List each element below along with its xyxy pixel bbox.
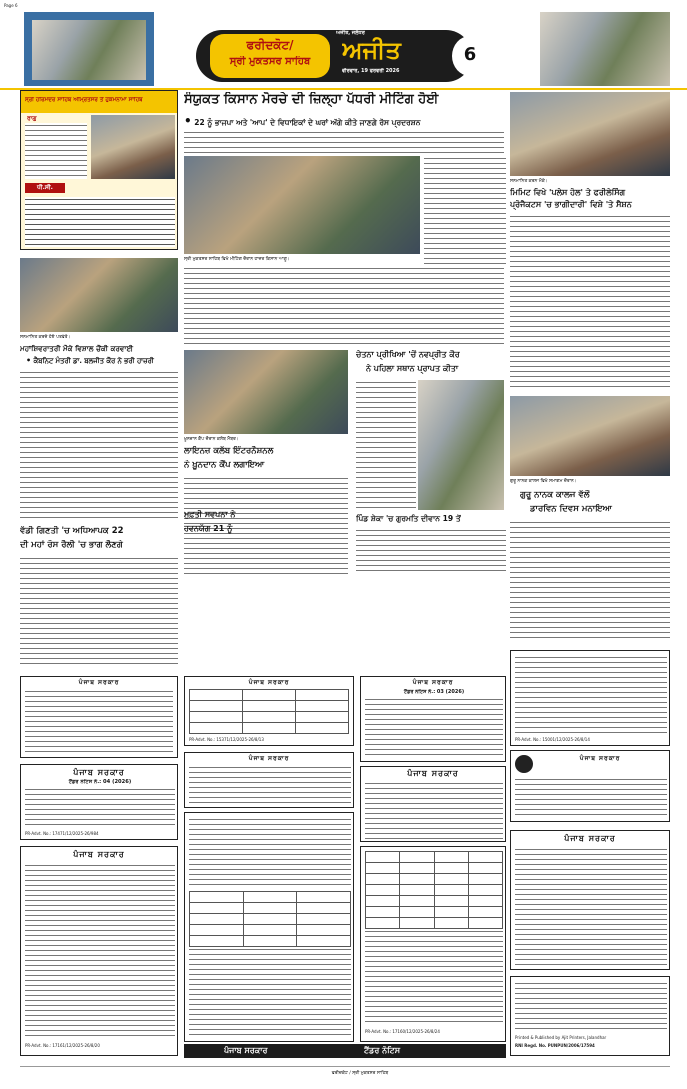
ad-6-text <box>189 765 351 805</box>
left-photo-caption: ਸਨਮਾਨਿਤ ਕਰਦੇ ਹੋਏ ਪਤਵੰਤੇ। <box>20 335 71 340</box>
ad-8-text <box>515 777 667 817</box>
college-photo <box>510 396 670 476</box>
ad-box-6 <box>184 752 354 808</box>
golden-temple-photo <box>91 115 175 179</box>
main-photo <box>184 156 420 254</box>
ad-box-12 <box>510 830 670 970</box>
header-left-photo <box>24 12 154 86</box>
right-top-photo <box>510 92 670 176</box>
masthead-small: ਅਜੀਤ, ਜਲੰਧਰ <box>336 30 365 36</box>
city-line-1: ਫਰੀਦਕੋਟ/ <box>246 38 294 52</box>
ad-8-title: ਪੰਜਾਬ ਸਰਕਾਰ <box>579 755 621 762</box>
hukamnama-body <box>25 197 175 247</box>
ad-7-title: ਪੰਜਾਬ ਸਰਕਾਰ <box>407 769 459 778</box>
ad-5-title: ਪੰਜਾਬ ਸਰਕਾਰ <box>73 768 125 777</box>
ad-4-pr: PR-Advt. No.: 15001/12/2025-26/8/14 <box>515 737 590 742</box>
main-col-text <box>424 156 506 264</box>
ad-2-title: ਪੰਜਾਬ ਸਰਕਾਰ <box>248 679 290 686</box>
right-story-text <box>510 214 670 390</box>
ad-box-1 <box>20 676 178 758</box>
tender-band-right: ਟੈਂਡਰ ਨੋਟਿਸ <box>364 1046 401 1055</box>
imprint-rni: RNI Regd. No. PUNPUN/2006/17594 <box>515 1043 595 1048</box>
footer-slug: ਫਰੀਦਕੋਟ / ਸ੍ਰੀ ਮੁਕਤਸਰ ਸਾਹਿਬ <box>331 1071 389 1076</box>
ad-5-pr: PR-Advt. No.: 17471/12/2025-26/984 <box>25 831 99 836</box>
college-text <box>510 520 670 640</box>
hukamnama-sub: ਰਾਗੁ <box>27 115 37 122</box>
imprint-box <box>510 976 670 1056</box>
ad-box-4 <box>510 650 670 746</box>
imprint-text <box>515 981 667 1031</box>
ad-9-pr: PR-Advt. No.: 17161/12/2025-26/8/20 <box>25 1043 100 1048</box>
print-slug: Page 6 <box>4 3 18 8</box>
teachers-text <box>20 556 178 664</box>
small-headline-1: ਮੁਫ਼ਤੀ ਸਵਪਨਾ ਨੇ <box>184 510 236 519</box>
ad-box-5 <box>20 764 178 840</box>
ad-3-title: ਪੰਜਾਬ ਸਰਕਾਰ <box>412 679 454 686</box>
hukamnama-box <box>20 90 178 250</box>
ad-7-text <box>365 781 503 839</box>
ad-3-text <box>365 697 503 757</box>
teachers-headline-2: ਦੀ ਮਹਾਂ ਰੋਸ ਰੈਲੀ 'ਚ ਭਾਗ ਲੈਣਗੇ <box>20 540 123 550</box>
right-top-caption: ਸਨਮਾਨਿਤ ਕਰਨ ਮੌਕੇ। <box>510 179 548 184</box>
page-number-badge <box>452 36 488 76</box>
right-headline-1: ਮਿਮਿਟ ਵਿਖੇ 'ਪਲੇਸ ਹੋਲ' ਤੇ ਫਰੀਲੇਸਿੰਗ <box>510 188 626 197</box>
lions-headline-1: ਲਾਇਨਜ਼ ਕਲੱਬ ਇੰਟਰਨੈਸ਼ਨਲ <box>184 446 274 456</box>
chetna-text <box>356 380 416 510</box>
ad-2-pr: PR-Advt. No.: 15371/12/2025-26/8/13 <box>189 737 264 742</box>
ad-5-text <box>25 787 175 829</box>
main-photo-caption: ਸ੍ਰੀ ਮੁਕਤਸਰ ਸਾਹਿਬ ਵਿਖੇ ਮੀਟਿੰਗ ਦੌਰਾਨ ਹਾਜ਼ਰ ਕਿਸਾਨ ਆਗੂ। <box>184 257 290 262</box>
dc-badge-text: ਧੀ.ਸੀ. <box>37 184 53 191</box>
left-headline-1: ਮਹਾਂਸ਼ਿਵਰਾਤਰੀ ਮੌਕੇ ਵਿਸ਼ਾਲ ਚੌਂਕੀ ਕਰਵਾਈ <box>20 344 134 353</box>
ad-2-table <box>189 689 349 734</box>
pind-text <box>356 528 506 574</box>
chetna-headline-1: ਚੇਤਨਾ ਪ੍ਰੀਖਿਆ 'ਚੋਂ ਨਵਪ੍ਰੀਤ ਕੌਰ <box>356 350 460 359</box>
tender-band <box>184 1044 506 1058</box>
dc-badge <box>25 183 65 193</box>
ad-box-7 <box>360 766 506 842</box>
small-headline-2: ਹਵਨਯੱਗ 21 ਨੂੰ <box>184 524 233 533</box>
left-photo <box>20 258 178 332</box>
ad-box-9 <box>20 846 178 1056</box>
ad-11-text <box>365 929 503 1023</box>
ad-box-11 <box>360 846 506 1042</box>
ad-9-title: ਪੰਜਾਬ ਸਰਕਾਰ <box>73 850 125 859</box>
header-right-photo <box>540 12 670 86</box>
left-headline-2: • ਕੈਬਨਿਟ ਮੰਤਰੀ ਡਾ. ਬਲਜੀਤ ਕੌਰ ਨੇ ਭਰੀ ਹਾਜ਼ਰੀ <box>26 356 154 365</box>
pind-headline: ਪਿੰਡ ਸ਼ੇਕਾ 'ਚ ਗੁਰਮਤਿ ਦੀਵਾਨ 19 ਤੋਂ <box>356 514 461 523</box>
main-lede-text <box>184 130 504 154</box>
issue-date: ਵੀਰਵਾਰ, 19 ਫਰਵਰੀ 2026 <box>342 68 400 74</box>
ad-1-text <box>25 689 173 755</box>
page-number: 6 <box>463 44 477 65</box>
city-line-2: ਸ੍ਰੀ ਮੁਕਤਸਰ ਸਾਹਿਬ <box>229 56 311 67</box>
ad-12-title: ਪੰਜਾਬ ਸਰਕਾਰ <box>564 834 616 843</box>
lions-headline-2: ਨੇ ਖ਼ੂਨਦਾਨ ਕੈਂਪ ਲਗਾਇਆ <box>184 460 265 470</box>
left-story-text <box>20 370 178 520</box>
emblem-icon <box>515 755 533 773</box>
ad-12-text <box>515 847 667 965</box>
ad-3-tender-no: ਟੈਂਡਰ ਨੋਟਿਸ ਨੰ.: 03 (2026) <box>403 689 465 695</box>
masthead-logo: ਅਜੀਤ <box>342 36 401 64</box>
teachers-headline-1: ਵੱਡੀ ਗਿਣਤੀ 'ਚ ਅਧਿਆਪਕ 22 <box>20 526 124 536</box>
ad-box-10 <box>184 812 354 1042</box>
main-subhead: • 22 ਨੂੰ ਭਾਜਪਾ ਅਤੇ 'ਆਪ' ਦੇ ਵਿਧਾਇਕਾਂ ਦੇ ਘਰਾਂ ਅੱਗੇ ਕੀਤੇ ਜਾਣਗੇ ਰੋਸ ਪ੍ਰਦਰਸ਼ਨ <box>184 114 421 128</box>
center-continued-text <box>184 266 504 346</box>
ad-box-8 <box>510 750 670 822</box>
chetna-headline-2: ਨੇ ਪਹਿਲਾ ਸਥਾਨ ਪ੍ਰਾਪਤ ਕੀਤਾ <box>366 364 459 373</box>
ad-5-tender-no: ਟੈਂਡਰ ਨੋਟਿਸ ਨੰ.: 04 (2026) <box>68 779 132 785</box>
college-headline-2: ਡਾਰਵਿਨ ਦਿਵਸ ਮਨਾਇਆ <box>530 504 612 514</box>
footer-rule <box>20 1066 670 1067</box>
ad-box-3 <box>360 676 506 762</box>
ad-11-pr: PR-Advt. No.: 17160/12/2025-26/8/24 <box>365 1029 440 1034</box>
ad-11-table <box>365 851 503 940</box>
ad-box-2 <box>184 676 354 746</box>
student-photo <box>418 380 504 510</box>
ad-4-text <box>515 655 667 733</box>
lions-photo <box>184 350 348 434</box>
ad-1-title: ਪੰਜਾਬ ਸਰਕਾਰ <box>78 679 120 686</box>
city-box <box>210 34 330 78</box>
hukamnama-text <box>25 123 87 179</box>
college-headline-1: ਗੁਰੂ ਨਾਨਕ ਕਾਲਜ ਵੱਲੋਂ <box>520 490 590 500</box>
tender-band-left: ਪੰਜਾਬ ਸਰਕਾਰ <box>224 1046 268 1055</box>
ad-9-text <box>25 863 175 1039</box>
right-headline-2: ਪ੍ਰੋਜੈਕਟਸ 'ਚ ਭਾਗੀਦਾਰੀ' ਵਿਸ਼ੇ 'ਤੇ ਸੈਸ਼ਨ <box>510 200 632 209</box>
college-photo-caption: ਗੁਰੂ ਨਾਨਕ ਕਾਲਜ ਵਿਖੇ ਸਮਾਗਮ ਦੌਰਾਨ। <box>510 479 577 484</box>
hukamnama-title-bar <box>21 91 177 113</box>
ad-6-title: ਪੰਜਾਬ ਸਰਕਾਰ <box>248 755 290 762</box>
hukamnama-title: ਸ੍ਰੀ ਹਰਿਮੰਦਰ ਸਾਹਿਬ ਅੰਮ੍ਰਿਤਸਰ ਤੋਂ ਹੁਕਮਨਾਮਾ ਸਾਹਿਬ <box>25 97 143 103</box>
ad-10-text-top <box>189 817 351 885</box>
ad-10-text-bottom <box>189 947 351 1035</box>
main-headline: ਸੰਯੁਕਤ ਕਿਸਾਨ ਮੋਰਚੇ ਦੀ ਜ਼ਿਲ੍ਹਾ ਪੱਧਰੀ ਮੀਟਿੰਗ ਹੋਈ <box>184 92 439 107</box>
imprint-owner: Printed & Published by Ajit Printers, Jalandhar <box>515 1035 607 1040</box>
lions-photo-caption: ਖ਼ੂਨਦਾਨ ਕੈਂਪ ਦੌਰਾਨ ਕਲੱਬ ਮੈਂਬਰ। <box>184 437 239 442</box>
